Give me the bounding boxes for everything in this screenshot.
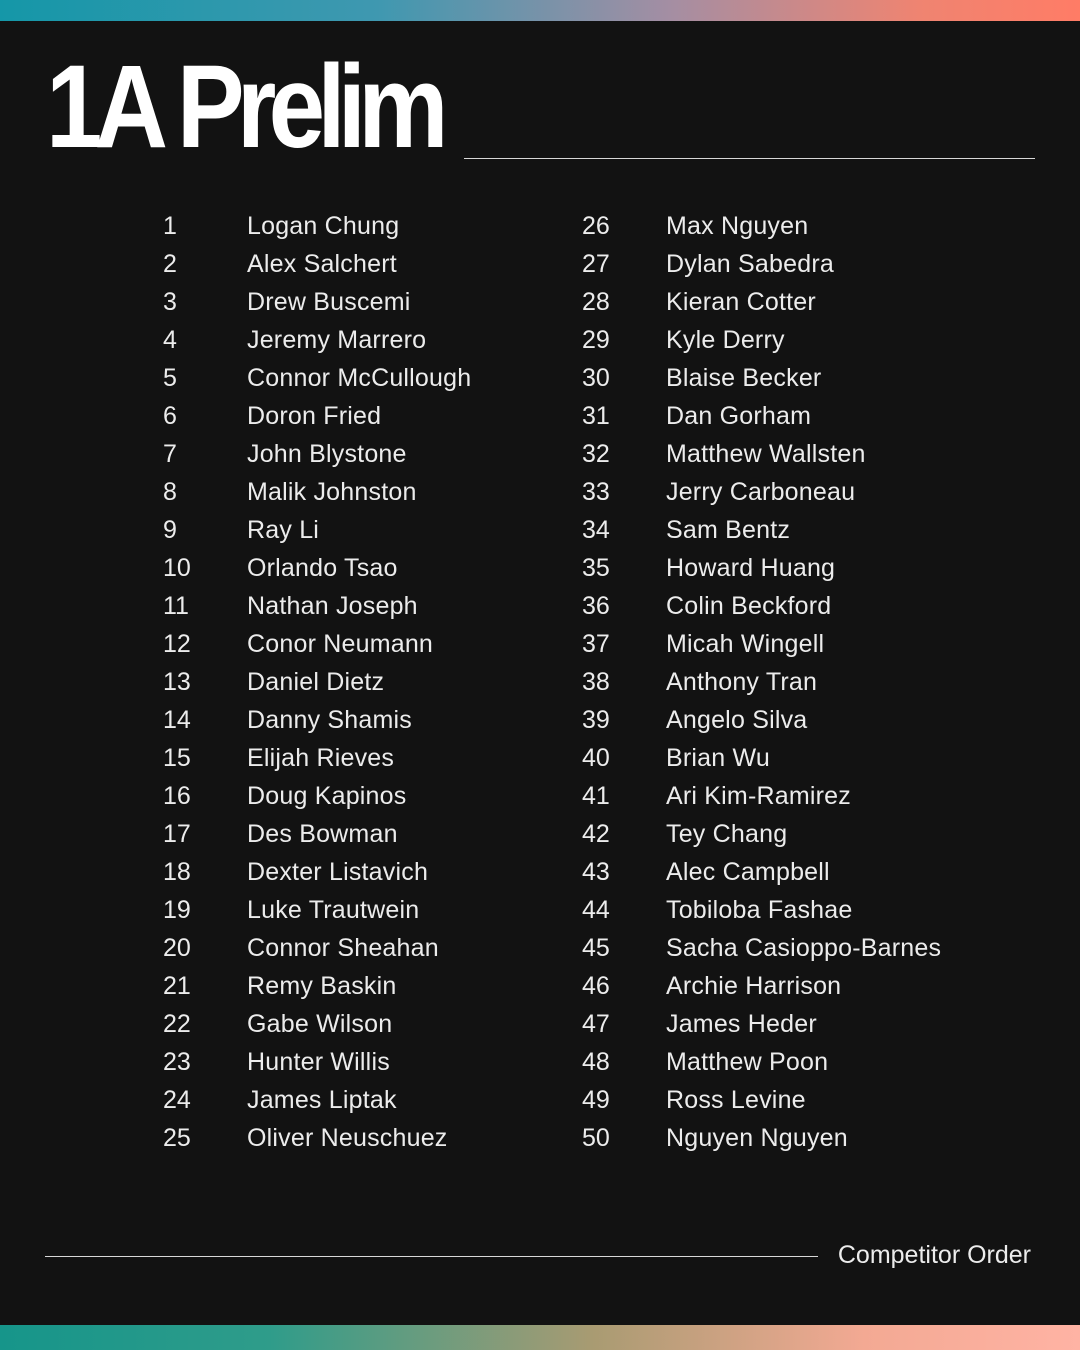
competitor-name: Hunter Willis bbox=[247, 1048, 390, 1076]
top-gradient-bar bbox=[0, 0, 1080, 21]
competitor-name: Doron Fried bbox=[247, 402, 382, 430]
competitor-name: Connor Sheahan bbox=[247, 934, 439, 962]
competitor-name: Logan Chung bbox=[247, 212, 400, 240]
competitor-name: Kyle Derry bbox=[666, 326, 785, 354]
competitor-name: James Heder bbox=[666, 1010, 817, 1038]
competitor-name: Ray Li bbox=[247, 516, 320, 544]
competitor-name: Matthew Wallsten bbox=[666, 440, 866, 468]
competitor-number: 2 bbox=[163, 250, 177, 278]
competitor-name: Daniel Dietz bbox=[247, 668, 385, 696]
competitor-number: 7 bbox=[163, 440, 177, 468]
competitor-number: 32 bbox=[582, 440, 610, 468]
list-item bbox=[582, 245, 1022, 283]
list-item bbox=[582, 815, 1022, 853]
competitor-number: 27 bbox=[582, 250, 610, 278]
competitor-name: Brian Wu bbox=[666, 744, 770, 772]
competitor-name: John Blystone bbox=[247, 440, 407, 468]
list-item bbox=[163, 359, 603, 397]
list-item bbox=[163, 1005, 603, 1043]
competitor-number: 45 bbox=[582, 934, 610, 962]
competitor-name: Angelo Silva bbox=[666, 706, 808, 734]
competitor-number: 6 bbox=[163, 402, 177, 430]
footer-divider bbox=[45, 1256, 818, 1257]
competitor-number: 43 bbox=[582, 858, 610, 886]
competitor-name: Sacha Casioppo-Barnes bbox=[666, 934, 942, 962]
list-item bbox=[582, 207, 1022, 245]
list-item bbox=[582, 1081, 1022, 1119]
competitor-name: Malik Johnston bbox=[247, 478, 417, 506]
competitor-name: Nathan Joseph bbox=[247, 592, 418, 620]
competitor-number: 17 bbox=[163, 820, 191, 848]
competitor-number: 9 bbox=[163, 516, 177, 544]
competitor-number: 24 bbox=[163, 1086, 191, 1114]
list-item bbox=[163, 321, 603, 359]
competitor-name: Danny Shamis bbox=[247, 706, 412, 734]
list-item bbox=[163, 473, 603, 511]
list-item bbox=[582, 473, 1022, 511]
competitor-number: 29 bbox=[582, 326, 610, 354]
list-item bbox=[163, 1119, 603, 1157]
list-item bbox=[582, 853, 1022, 891]
list-item bbox=[163, 853, 603, 891]
competitor-number: 49 bbox=[582, 1086, 610, 1114]
competitor-number: 5 bbox=[163, 364, 177, 392]
competitor-number: 12 bbox=[163, 630, 191, 658]
list-item bbox=[163, 549, 603, 587]
list-item bbox=[582, 549, 1022, 587]
competitor-number: 40 bbox=[582, 744, 610, 772]
competitor-number: 46 bbox=[582, 972, 610, 1000]
competitor-number: 33 bbox=[582, 478, 610, 506]
list-item bbox=[163, 625, 603, 663]
competitor-number: 23 bbox=[163, 1048, 191, 1076]
competitor-name: Howard Huang bbox=[666, 554, 836, 582]
competitor-number: 18 bbox=[163, 858, 191, 886]
competitor-name: James Liptak bbox=[247, 1086, 397, 1114]
list-item bbox=[582, 283, 1022, 321]
competitor-name: Colin Beckford bbox=[666, 592, 832, 620]
competitor-number: 26 bbox=[582, 212, 610, 240]
competitor-name: Alec Campbell bbox=[666, 858, 830, 886]
competitor-number: 11 bbox=[163, 592, 189, 620]
competitor-number: 19 bbox=[163, 896, 191, 924]
competitor-number: 20 bbox=[163, 934, 191, 962]
list-item bbox=[163, 1081, 603, 1119]
competitor-number: 3 bbox=[163, 288, 177, 316]
list-item bbox=[163, 701, 603, 739]
competitor-number: 31 bbox=[582, 402, 610, 430]
competitor-list-right bbox=[582, 207, 1022, 1157]
competitor-name: Luke Trautwein bbox=[247, 896, 420, 924]
competitor-name: Dylan Sabedra bbox=[666, 250, 834, 278]
competitor-number: 1 bbox=[163, 212, 177, 240]
competitor-name: Max Nguyen bbox=[666, 212, 809, 240]
list-item bbox=[582, 891, 1022, 929]
list-item bbox=[582, 1005, 1022, 1043]
competitor-name: Drew Buscemi bbox=[247, 288, 411, 316]
competitor-number: 39 bbox=[582, 706, 610, 734]
list-item bbox=[582, 777, 1022, 815]
competitor-name: Orlando Tsao bbox=[247, 554, 398, 582]
competitor-name: Tobiloba Fashae bbox=[666, 896, 853, 924]
competitor-number: 25 bbox=[163, 1124, 191, 1152]
competitor-name: Ross Levine bbox=[666, 1086, 806, 1114]
list-item bbox=[582, 625, 1022, 663]
competitor-number: 22 bbox=[163, 1010, 191, 1038]
list-item bbox=[582, 739, 1022, 777]
competitor-name: Connor McCullough bbox=[247, 364, 472, 392]
competitor-name: Gabe Wilson bbox=[247, 1010, 393, 1038]
list-item bbox=[582, 929, 1022, 967]
list-item bbox=[163, 207, 603, 245]
competitor-name: Elijah Rieves bbox=[247, 744, 395, 772]
list-item bbox=[163, 511, 603, 549]
competitor-name: Sam Bentz bbox=[666, 516, 791, 544]
competitor-name: Dan Gorham bbox=[666, 402, 812, 430]
list-item bbox=[582, 435, 1022, 473]
competitor-number: 44 bbox=[582, 896, 610, 924]
competitor-number: 14 bbox=[163, 706, 191, 734]
list-item bbox=[163, 245, 603, 283]
list-item bbox=[582, 511, 1022, 549]
competitor-name: Kieran Cotter bbox=[666, 288, 816, 316]
competitor-number: 47 bbox=[582, 1010, 610, 1038]
competitor-name: Micah Wingell bbox=[666, 630, 825, 658]
competitor-number: 8 bbox=[163, 478, 177, 506]
competitor-number: 37 bbox=[582, 630, 610, 658]
competitor-name: Jerry Carboneau bbox=[666, 478, 856, 506]
competitor-number: 50 bbox=[582, 1124, 610, 1152]
competitor-number: 15 bbox=[163, 744, 191, 772]
list-item bbox=[163, 929, 603, 967]
list-item bbox=[163, 397, 603, 435]
competitor-name: Oliver Neuschuez bbox=[247, 1124, 448, 1152]
competitor-name: Conor Neumann bbox=[247, 630, 434, 658]
competitor-name: Anthony Tran bbox=[666, 668, 818, 696]
list-item bbox=[582, 321, 1022, 359]
list-item bbox=[582, 701, 1022, 739]
competitor-number: 41 bbox=[582, 782, 610, 810]
list-item bbox=[163, 739, 603, 777]
list-item bbox=[163, 283, 603, 321]
competitor-number: 10 bbox=[163, 554, 191, 582]
competitor-name: Archie Harrison bbox=[666, 972, 842, 1000]
list-item bbox=[163, 1043, 603, 1081]
bottom-gradient-bar bbox=[0, 1325, 1080, 1350]
competitor-number: 30 bbox=[582, 364, 610, 392]
list-item bbox=[582, 663, 1022, 701]
competitor-name: Dexter Listavich bbox=[247, 858, 429, 886]
competitor-number: 16 bbox=[163, 782, 191, 810]
list-item bbox=[163, 967, 603, 1005]
list-item bbox=[582, 359, 1022, 397]
competitor-number: 35 bbox=[582, 554, 610, 582]
competitor-number: 21 bbox=[163, 972, 191, 1000]
list-item bbox=[163, 815, 603, 853]
list-item bbox=[163, 435, 603, 473]
competitor-number: 34 bbox=[582, 516, 610, 544]
footer-label: Competitor Order bbox=[837, 1241, 1031, 1269]
competitor-name: Ari Kim-Ramirez bbox=[666, 782, 851, 810]
list-item bbox=[163, 891, 603, 929]
competitor-number: 28 bbox=[582, 288, 610, 316]
title-divider bbox=[464, 158, 1035, 159]
competitor-number: 13 bbox=[163, 668, 191, 696]
competitor-name: Des Bowman bbox=[247, 820, 398, 848]
competitor-number: 36 bbox=[582, 592, 610, 620]
competitor-list-left bbox=[163, 207, 603, 1157]
list-item bbox=[582, 967, 1022, 1005]
competitor-name: Matthew Poon bbox=[666, 1048, 829, 1076]
page-title: 1A Prelim bbox=[46, 41, 441, 173]
list-item bbox=[582, 397, 1022, 435]
competitor-number: 48 bbox=[582, 1048, 610, 1076]
competitor-name: Blaise Becker bbox=[666, 364, 822, 392]
competitor-number: 38 bbox=[582, 668, 610, 696]
list-item bbox=[163, 777, 603, 815]
competitor-name: Nguyen Nguyen bbox=[666, 1124, 848, 1152]
list-item bbox=[582, 1043, 1022, 1081]
list-item bbox=[163, 587, 603, 625]
competitor-number: 4 bbox=[163, 326, 177, 354]
list-item bbox=[163, 663, 603, 701]
competitor-number: 42 bbox=[582, 820, 610, 848]
competitor-name: Alex Salchert bbox=[247, 250, 397, 278]
list-item bbox=[582, 587, 1022, 625]
competitor-name: Remy Baskin bbox=[247, 972, 397, 1000]
competitor-name: Jeremy Marrero bbox=[247, 326, 427, 354]
competitor-name: Doug Kapinos bbox=[247, 782, 407, 810]
competitor-name: Tey Chang bbox=[666, 820, 788, 848]
list-item bbox=[582, 1119, 1022, 1157]
